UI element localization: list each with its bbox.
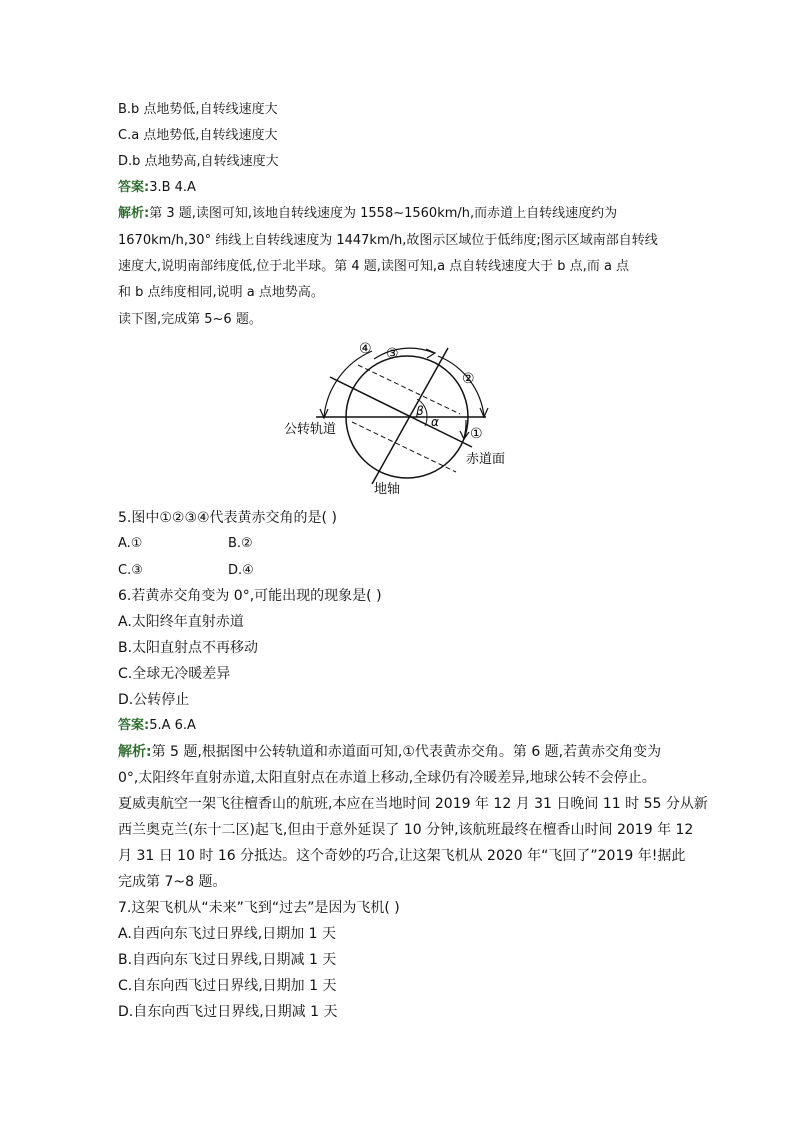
option-b-q6: B.太阳直射点不再移动 bbox=[118, 640, 259, 656]
answer-5-6 bbox=[118, 716, 196, 736]
answer-3-4 bbox=[118, 178, 196, 198]
option-d-q5: D.④ bbox=[228, 563, 254, 578]
label-equator: 赤道面 bbox=[466, 452, 506, 467]
passage-7-8-line3: 月 31 日 10 时 16 分抵达。这个奇妙的巧合,让这架飞机从 2020 年“飞回了”2019 年!据此 bbox=[118, 848, 686, 864]
label-axis: 地轴 bbox=[374, 482, 401, 496]
option-d-q4: D.b 点地势高,自转线速度大 bbox=[118, 154, 279, 169]
explanation-5-6-line2: 0°,太阳终年直射赤道,太阳直射点在赤道上移动,全球仍有冷暖差异,地球公转不会停止。 bbox=[118, 770, 656, 786]
explanation-3-4-line1 bbox=[118, 204, 617, 224]
option-a-q7: A.自西向东飞过日界线,日期加 1 天 bbox=[118, 926, 337, 942]
arc-4 bbox=[324, 351, 372, 417]
label-3: ③ bbox=[386, 346, 399, 362]
option-b-q5: B.② bbox=[228, 536, 253, 551]
answer-label: 答案: bbox=[118, 180, 150, 195]
question-5-options-row2 bbox=[118, 561, 254, 581]
question-5-options-row1 bbox=[118, 534, 253, 554]
explanation-text: 第 3 题,读图可知,该地自转线速度为 1558~1560km/h,而赤道上自转线速度约为 bbox=[149, 206, 618, 221]
label-alpha: α bbox=[431, 415, 439, 429]
arc-3 bbox=[374, 348, 434, 359]
explanation-label: 解析: bbox=[118, 206, 150, 221]
passage-7-8-line4: 完成第 7~8 题。 bbox=[118, 874, 227, 890]
explanation-3-4-line2: 1670km/h,30° 纬线上自转线速度为 1447km/h,故图示区域位于低纬度;图示区域南部自转线 bbox=[118, 233, 658, 248]
label-beta: β bbox=[416, 404, 424, 418]
label-orbit: 公转轨道 bbox=[284, 422, 337, 437]
tropic-dashed-north bbox=[358, 365, 460, 414]
option-b-q7: B.自西向东飞过日界线,日期减 1 天 bbox=[118, 952, 337, 968]
option-b-q4: B.b 点地势低,自转线速度大 bbox=[118, 102, 278, 117]
option-c-q4: C.a 点地势低,自转线速度大 bbox=[118, 128, 278, 143]
explanation-label: 解析: bbox=[118, 744, 152, 760]
label-2: ② bbox=[462, 371, 475, 387]
option-c-q7: C.自东向西飞过日界线,日期加 1 天 bbox=[118, 978, 337, 994]
option-c-q6: C.全球无冷暖差异 bbox=[118, 666, 231, 682]
question-6-stem: 6.若黄赤交角变为 0°,可能出现的现象是( ) bbox=[118, 588, 382, 604]
passage-7-8-line1: 夏威夷航空一架飞往檀香山的航班,本应在当地时间 2019 年 12 月 31 日晚间 11 时 55 分从新 bbox=[118, 796, 708, 812]
answer-text: 3.B 4.A bbox=[149, 180, 196, 195]
question-7-stem: 7.这架飞机从“未来”飞到“过去”是因为飞机( ) bbox=[118, 900, 400, 916]
explanation-5-6-line1 bbox=[118, 742, 661, 762]
answer-text: 5.A 6.A bbox=[149, 718, 196, 733]
passage-7-8-line2: 西兰奥克兰(东十二区)起飞,但由于意外延误了 10 分钟,该航班最终在檀香山时间 2019 年 12 bbox=[118, 822, 694, 838]
ecliptic-obliquity-diagram bbox=[280, 336, 520, 496]
explanation-text: 第 5 题,根据图中公转轨道和赤道面可知,①代表黄赤交角。第 6 题,若黄赤交角变为 bbox=[151, 744, 662, 760]
answer-label: 答案: bbox=[118, 718, 150, 733]
label-4: ④ bbox=[359, 341, 372, 357]
intro-5-6: 读下图,完成第 5~6 题。 bbox=[118, 312, 262, 327]
equator-plane-line bbox=[330, 377, 472, 447]
option-a-q6: A.太阳终年直射赤道 bbox=[118, 614, 244, 630]
label-1: ① bbox=[470, 426, 483, 442]
option-c-q5: C.③ bbox=[118, 563, 143, 578]
explanation-3-4-line3: 速度大,说明南部纬度低,位于北半球。第 4 题,读图可知,a 点自转线速度大于 b 点,而 a 点 bbox=[118, 259, 630, 274]
option-d-q7: D.自东向西飞过日界线,日期减 1 天 bbox=[118, 1004, 338, 1020]
question-5-stem: 5.图中①②③④代表黄赤交角的是( ) bbox=[118, 510, 337, 526]
explanation-3-4-line4: 和 b 点纬度相同,说明 a 点地势高。 bbox=[118, 285, 324, 300]
option-d-q6: D.公转停止 bbox=[118, 692, 190, 708]
option-a-q5: A.① bbox=[118, 536, 143, 551]
